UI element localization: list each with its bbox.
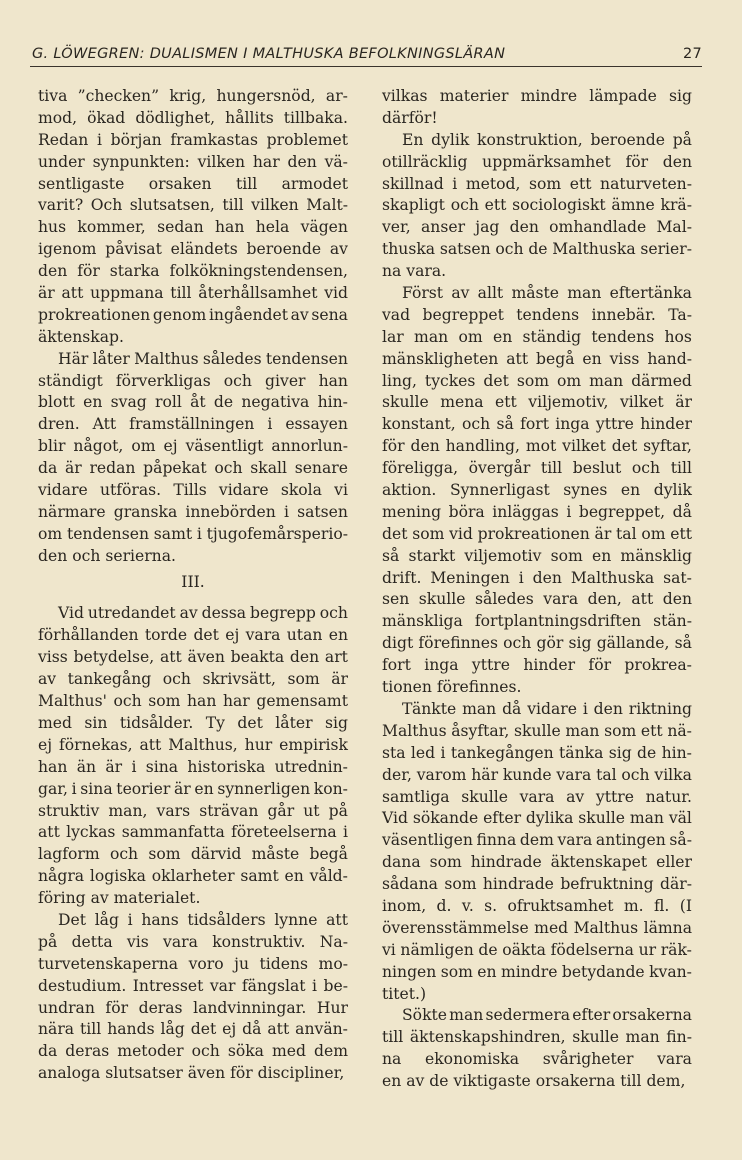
paragraph (38, 603, 348, 909)
paragraph (382, 86, 692, 130)
text-line: äktenskap. (38, 327, 124, 346)
paragraph (38, 910, 348, 1085)
text-line: föring av materialet. (38, 889, 201, 908)
text-line: na ekonomiska svårigheter vara (382, 1050, 692, 1069)
text-line: han än är i sina historiska utrednin- (38, 757, 348, 776)
text-line: viss betydelse, att även beakta den art (38, 648, 348, 667)
text-line: sådana som hindrade befruktning där- (382, 875, 692, 894)
text-line: ling, tyckes det som om man därmed (382, 371, 692, 390)
text-line: gar, i sina teorier är en synnerligen kon- (38, 779, 348, 798)
text-line: samtliga skulle vara av yttre natur. (382, 787, 692, 806)
text-line: vad begreppet tendens innebär. Ta- (382, 305, 692, 324)
text-line: blott en svag roll åt de negativa hin- (38, 393, 348, 412)
text-line: prokreationen genom ingåendet av sena (38, 305, 348, 324)
paragraph (382, 699, 692, 1005)
paragraph (382, 283, 692, 699)
text-line: thuska satsen och de Malthuska serier- (382, 240, 692, 259)
text-line: några logiska oklarheter samt en våld- (38, 867, 348, 886)
text-line: mänskligheten att begå en viss hand- (382, 349, 692, 368)
text-line: är att uppmana till återhållsamhet vid (38, 284, 348, 303)
text-line: vidare utföras. Tills vidare skola vi (38, 481, 348, 500)
text-line: struktiv man, vars strävan går ut på (38, 801, 348, 820)
running-head (30, 44, 702, 67)
text-line: En dylik konstruktion, beroende på (402, 130, 692, 149)
text-line: det som vid prokreationen är tal om ett (382, 524, 692, 543)
text-line: mänskliga fortplantningsdriften stän- (382, 612, 692, 631)
text-line: närmare granska innebörden i satsen (38, 502, 348, 521)
text-line: turvetenskaperna voro ju tidens mo- (38, 954, 348, 973)
text-line: sentligaste orsaken till armodet (38, 174, 348, 193)
text-line: Det låg i hans tidsålders lynne att (58, 910, 348, 929)
text-line: ver, anser jag den omhandlade Mal- (382, 218, 692, 237)
text-line: hus kommer, sedan han hela vägen (38, 218, 348, 237)
text-line: otillräcklig uppmärksamhet för den (382, 152, 692, 171)
text-line: så starkt viljemotiv som en mänsklig (382, 546, 692, 565)
page-number: 27 (682, 46, 702, 62)
text-line: att lyckas sammanfatta företeelserna i (38, 823, 348, 842)
text-line: da är redan påpekat och skall senare (38, 459, 348, 478)
paragraph (382, 130, 692, 283)
text-line: skillnad i metod, som ett naturveten- (382, 174, 692, 193)
text-line: Här låter Malthus således tendensen (58, 349, 348, 368)
text-line: på detta vis vara konstruktiv. Na- (38, 932, 348, 951)
left-column (38, 86, 348, 1085)
text-line: Malthus åsyftar, skulle man som ett nä- (382, 721, 692, 740)
text-line: analoga slutsatser även för discipliner, (38, 1064, 345, 1083)
section-heading: III. (181, 572, 205, 591)
text-line: mening böra inläggas i begreppet, då (382, 502, 692, 521)
text-line: lar man om en ständig tendens hos (382, 327, 692, 346)
text-line: den för starka folkökningstendensen, (38, 262, 348, 281)
paragraph (38, 349, 348, 568)
right-column (382, 86, 692, 1093)
text-line: destudium. Intresset var fängslat i be- (38, 976, 348, 995)
text-line: sen skulle således vara den, att den (382, 590, 692, 609)
text-line: dana som hindrade äktenskapet eller (382, 853, 692, 872)
text-line: Först av allt måste man eftertänka (402, 284, 692, 303)
text-line: med sin tidsålder. Ty det låter sig (38, 713, 348, 732)
paragraph (38, 86, 348, 349)
text-line: Malthus' och som han har gemensamt (38, 692, 348, 711)
text-line: drift. Meningen i den Malthuska sat- (382, 568, 692, 587)
text-line: förhållanden torde det ej vara utan en (38, 626, 348, 645)
text-line: aktion. Synnerligast synes en dylik (382, 481, 692, 500)
text-line: dren. Att framställningen i essayen (38, 415, 348, 434)
text-line: Vid utredandet av dessa begrepp och (58, 604, 348, 623)
text-line: nära till hands låg det ej då att använ- (38, 1020, 348, 1039)
text-line: der, varom här kunde vara tal och vilka (382, 765, 692, 784)
text-line: skapligt och ett sociologiskt ämne krä- (382, 196, 692, 215)
text-line: en av de viktigaste orsakerna till dem, (382, 1072, 686, 1091)
text-line: den och serierna. (38, 546, 176, 565)
text-line: na vara. (382, 262, 447, 281)
running-title: G. LÖWEGREN: DUALISMEN I MALTHUSKA BEFOLKNINGSLÄRAN (32, 46, 506, 62)
text-line: inom, d. v. s. ofruktsamhet m. fl. (I (382, 896, 692, 915)
paragraph (382, 1005, 692, 1093)
text-line: ej förnekas, att Malthus, hur empirisk (38, 735, 348, 754)
text-line: väsentligen finna dem vara antingen så- (382, 831, 692, 850)
text-line: digt förefinnes och gör sig gällande, så (382, 634, 692, 653)
text-line: titet.) (382, 984, 427, 1003)
text-line: Vid sökande efter dylika skulle man väl (382, 809, 692, 828)
text-line: sta led i tankegången tänka sig de hin- (382, 743, 692, 762)
text-line: Redan i början framkastas problemet (38, 130, 348, 149)
text-line: varit? Och slutsatsen, till vilken Malt- (38, 196, 348, 215)
text-line: mod, ökad dödlighet, hållits tillbaka. (38, 108, 348, 127)
text-line: Sökte man sedermera efter orsakerna (402, 1006, 692, 1025)
text-line: da deras metoder och söka med dem (38, 1042, 348, 1061)
text-line: Tänkte man då vidare i den riktning (402, 699, 692, 718)
text-line: undran för deras landvinningar. Hur (38, 998, 348, 1017)
text-line: igenom påvisat eländets beroende av (38, 240, 348, 259)
text-line: vilkas materier mindre lämpade sig (382, 87, 692, 105)
text-line: skulle mena ett viljemotiv, vilket är (382, 393, 692, 412)
text-line: konstant, och så fort inga yttre hinder (382, 415, 692, 434)
text-line: överensstämmelse med Malthus lämna (382, 918, 692, 937)
text-line: tiva ”checken” krig, hungersnöd, ar- (38, 87, 348, 105)
text-line: av tankegång och skrivsätt, som är (38, 670, 348, 689)
text-line: blir något, om ej väsentligt annorlun- (38, 437, 348, 456)
text-line: tionen förefinnes. (382, 678, 522, 697)
text-line: lagform och som därvid måste begå (38, 845, 348, 864)
text-line: ningen som en mindre betydande kvan- (382, 962, 692, 981)
text-line: till äktenskapshindren, skulle man fin- (382, 1028, 692, 1047)
text-line: ständigt förverkligas och giver han (38, 371, 348, 390)
text-line: därför! (382, 108, 438, 127)
text-line: för den handling, mot vilket det syftar, (382, 437, 692, 456)
text-line: om tendensen samt i tjugofemårsperio- (38, 524, 348, 543)
text-line: fort inga yttre hinder för prokrea- (382, 656, 692, 675)
text-line: under synpunkten: vilken har den vä- (38, 152, 348, 171)
text-line: vi nämligen de oäkta födelserna ur räk- (382, 940, 692, 959)
text-line: föreligga, övergår till beslut och till (382, 459, 692, 478)
